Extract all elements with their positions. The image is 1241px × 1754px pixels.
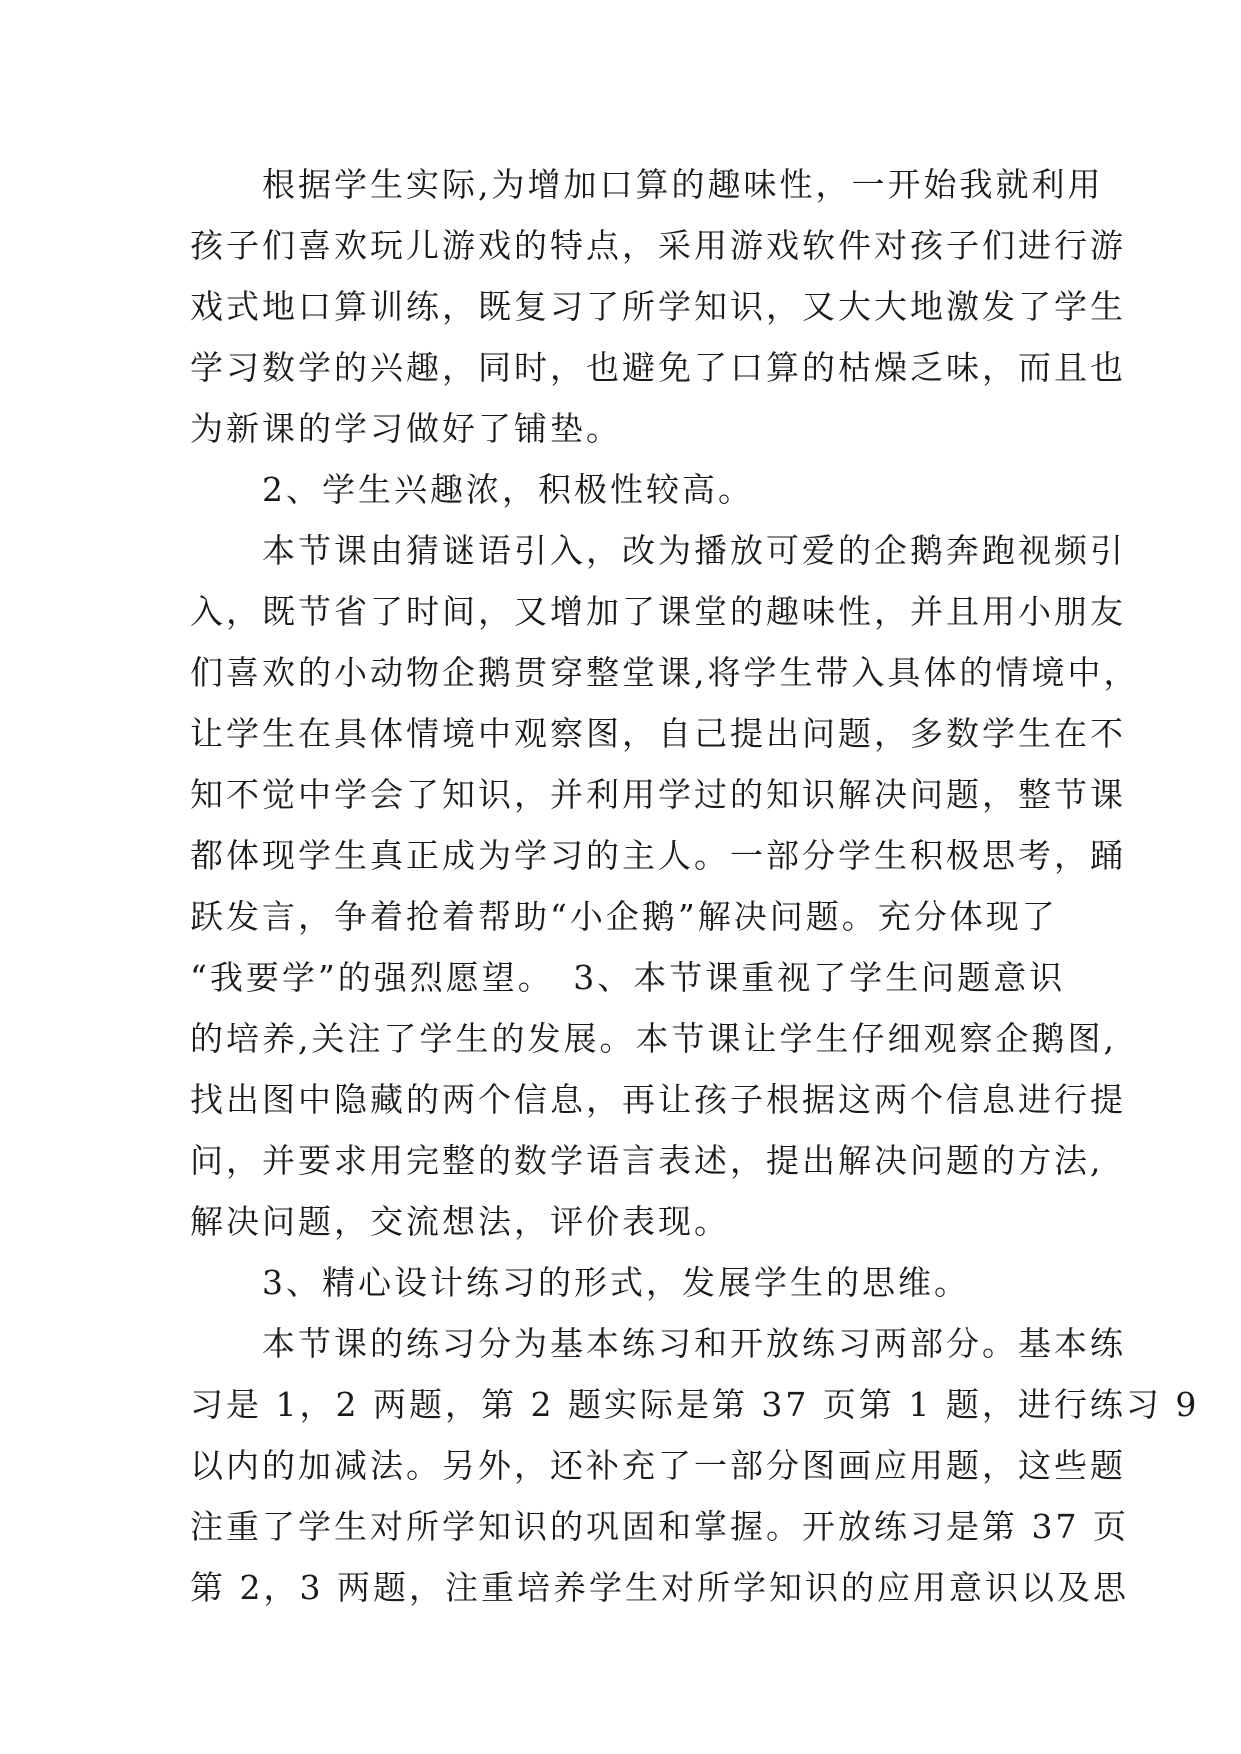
- text-line: 们喜欢的小动物企鹅贯穿整堂课,将学生带入具体的情境中，: [190, 653, 1140, 692]
- text-line: 以内的加减法。另外，还补充了一部分图画应用题，这些题: [190, 1446, 1126, 1485]
- text-line: 的培养,关注了学生的发展。本节课让学生仔细观察企鹅图,: [190, 1019, 1117, 1058]
- text-line: 入，既节省了时间，又增加了课堂的趣味性，并且用小朋友: [190, 592, 1126, 631]
- text-line: 跃发言，争着抢着帮助“小企鹅”解决问题。充分体现了: [190, 897, 1058, 936]
- text-line: 注重了学生对所学知识的巩固和掌握。开放练习是第 37 页: [190, 1507, 1129, 1546]
- text-line: 第 2，3 两题，注重培养学生对所学知识的应用意识以及思: [190, 1568, 1129, 1607]
- text-line: “我要学”的强烈愿望。 3、本节课重视了学生问题意识: [190, 958, 1066, 997]
- text-line: 找出图中隐藏的两个信息，再让孩子根据这两个信息进行提: [190, 1080, 1126, 1119]
- text-line: 知不觉中学会了知识，并利用学过的知识解决问题，整节课: [190, 775, 1126, 814]
- text-line: 学习数学的兴趣，同时，也避免了口算的枯燥乏味，而且也: [190, 348, 1126, 387]
- section-heading: 2、学生兴趣浓，积极性较高。: [190, 470, 754, 509]
- text-line: 问，并要求用完整的数学语言表述，提出解决问题的方法,: [190, 1141, 1104, 1180]
- text-line: 戏式地口算训练，既复习了所学知识，又大大地激发了学生: [190, 287, 1126, 326]
- body-text: [190, 154, 1200, 1618]
- text-line: 本节课的练习分为基本练习和开放练习两部分。基本练: [190, 1324, 1126, 1363]
- text-line: 都体现学生真正成为学习的主人。一部分学生积极思考，踊: [190, 836, 1126, 875]
- text-line: 让学生在具体情境中观察图，自己提出问题，多数学生在不: [190, 714, 1126, 753]
- text-line: 本节课由猜谜语引入，改为播放可爱的企鹅奔跑视频引: [190, 531, 1126, 570]
- text-line: 孩子们喜欢玩儿游戏的特点，采用游戏软件对孩子们进行游: [190, 226, 1126, 265]
- text-line: 根据学生实际,为增加口算的趣味性，一开始我就利用: [190, 165, 1104, 204]
- text-line: 为新课的学习做好了铺垫。: [190, 409, 622, 448]
- text-line: 习是 1，2 两题，第 2 题实际是第 37 页第 1 题，进行练习 9: [190, 1385, 1200, 1424]
- section-heading: 3、精心设计练习的形式，发展学生的思维。: [190, 1263, 970, 1302]
- text-line: 解决问题，交流想法，评价表现。: [190, 1202, 730, 1241]
